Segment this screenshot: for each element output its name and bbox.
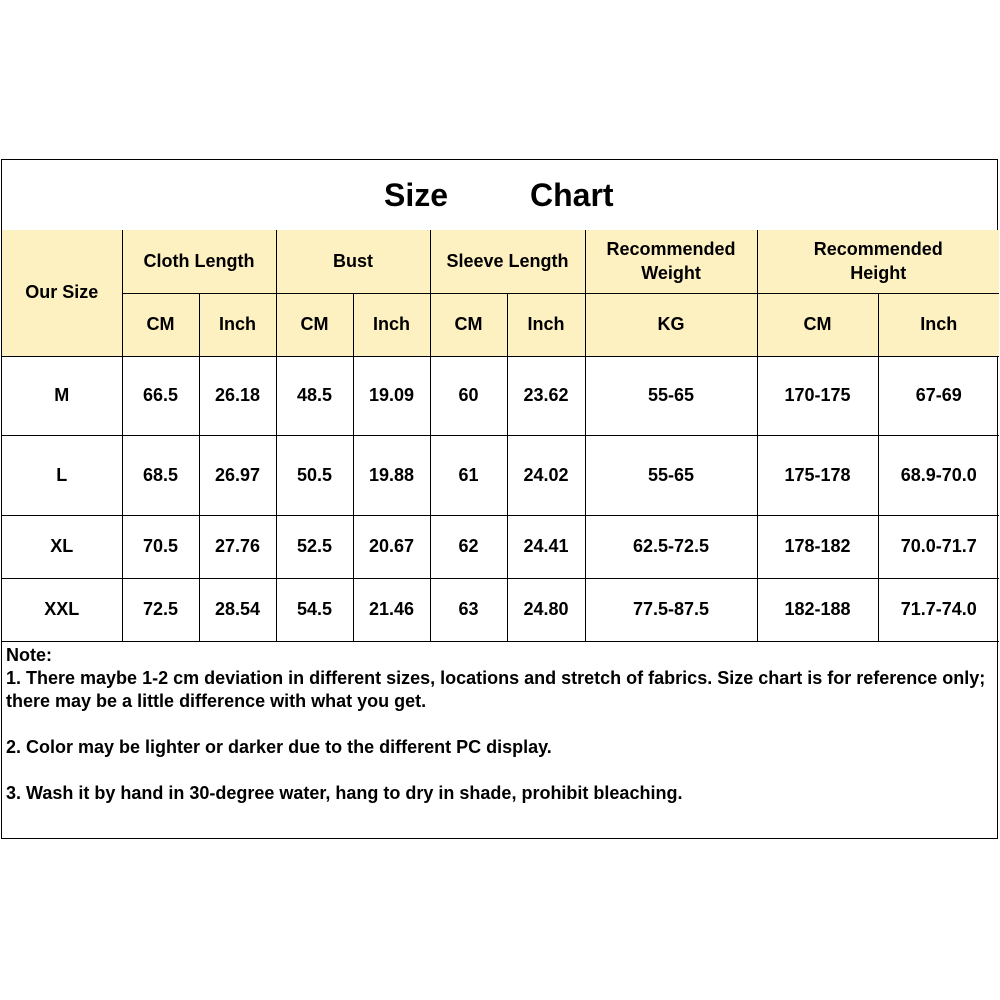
table-row (2, 356, 999, 435)
size-cell: XXL (2, 578, 122, 641)
unit-cloth-cm: CM (122, 293, 199, 356)
table-cell: 21.46 (353, 578, 430, 641)
table-cell: 67-69 (878, 356, 999, 435)
table-cell: 55-65 (585, 356, 757, 435)
title-word-chart: Chart (530, 177, 614, 213)
title-word-size: Size (384, 177, 449, 213)
notes-heading: Note: (6, 645, 52, 665)
table-cell: 68.9-70.0 (878, 435, 999, 515)
note-item-2: 2. Color may be lighter or darker due to the different PC display. (6, 737, 552, 757)
table-cell: 170-175 (757, 356, 878, 435)
table-cell: 50.5 (276, 435, 353, 515)
table-cell: 72.5 (122, 578, 199, 641)
table-cell: 68.5 (122, 435, 199, 515)
header-row-groups (2, 230, 999, 293)
unit-bust-cm: CM (276, 293, 353, 356)
table-cell: 23.62 (507, 356, 585, 435)
header-bust: Bust (276, 230, 430, 293)
unit-bust-inch: Inch (353, 293, 430, 356)
table-cell: 19.88 (353, 435, 430, 515)
table-cell: 19.09 (353, 356, 430, 435)
header-recommended-weight-label: Recommended Weight (606, 239, 736, 284)
table-cell: 77.5-87.5 (585, 578, 757, 641)
table-cell: 178-182 (757, 515, 878, 578)
table-cell: 55-65 (585, 435, 757, 515)
table-cell: 54.5 (276, 578, 353, 641)
table-cell: 70.5 (122, 515, 199, 578)
size-cell: L (2, 435, 122, 515)
table-cell: 26.97 (199, 435, 276, 515)
header-row-units (2, 293, 999, 356)
table-cell: 70.0-71.7 (878, 515, 999, 578)
header-recommended-height (757, 230, 999, 293)
table-cell: 26.18 (199, 356, 276, 435)
table-cell: 52.5 (276, 515, 353, 578)
table-cell: 175-178 (757, 435, 878, 515)
table-cell: 66.5 (122, 356, 199, 435)
table-cell: 20.67 (353, 515, 430, 578)
unit-weight-kg: KG (585, 293, 757, 356)
size-cell: M (2, 356, 122, 435)
table-cell: 24.80 (507, 578, 585, 641)
table-cell: 27.76 (199, 515, 276, 578)
size-table (2, 230, 999, 642)
table-cell: 71.7-74.0 (878, 578, 999, 641)
table-cell: 28.54 (199, 578, 276, 641)
header-our-size: Our Size (2, 230, 122, 356)
header-cloth-length: Cloth Length (122, 230, 276, 293)
notes-section (2, 641, 997, 838)
unit-sleeve-inch: Inch (507, 293, 585, 356)
table-cell: 60 (430, 356, 507, 435)
table-cell: 24.02 (507, 435, 585, 515)
size-cell: XL (2, 515, 122, 578)
table-row (2, 435, 999, 515)
size-chart-sheet (1, 159, 998, 839)
header-sleeve-length: Sleeve Length (430, 230, 585, 293)
title-row (2, 160, 997, 231)
table-cell: 62 (430, 515, 507, 578)
unit-cloth-inch: Inch (199, 293, 276, 356)
table-row (2, 515, 999, 578)
table-cell: 61 (430, 435, 507, 515)
note-item-3: 3. Wash it by hand in 30-degree water, hang to dry in shade, prohibit bleaching. (6, 783, 683, 803)
table-cell: 48.5 (276, 356, 353, 435)
note-item-1: 1. There maybe 1-2 cm deviation in different sizes, locations and stretch of fabrics. Size chart is for reference only; there may be a little difference with what you get. (6, 668, 986, 711)
table-row (2, 578, 999, 641)
table-cell: 63 (430, 578, 507, 641)
table-cell: 62.5-72.5 (585, 515, 757, 578)
table-cell: 24.41 (507, 515, 585, 578)
table-cell: 182-188 (757, 578, 878, 641)
unit-height-inch: Inch (878, 293, 999, 356)
unit-height-cm: CM (757, 293, 878, 356)
header-recommended-height-label: Recommended Height (813, 239, 943, 284)
header-recommended-weight (585, 230, 757, 293)
unit-sleeve-cm: CM (430, 293, 507, 356)
